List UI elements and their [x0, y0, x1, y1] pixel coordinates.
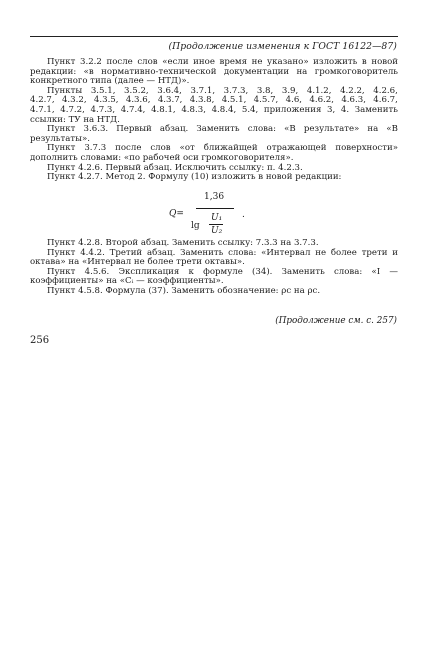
points-token: 4.8.3,	[181, 104, 206, 115]
paragraph-363: Пункт 3.6.3. Первый абзац. Заменить слова: «В результате» на «В результаты».	[30, 124, 398, 144]
paragraph-456: Пункт 4.5.6. Экспликация к формуле (34). Заменить слова: «I — коэффициенты» на «Cᵢ — коэффициенты».	[30, 266, 398, 287]
formula-numerator: 1,36	[204, 192, 225, 202]
points-token: 3.7.3,	[223, 85, 249, 96]
points-token: 4.2.6,	[373, 85, 398, 96]
points-token: 4.7.4,	[120, 104, 146, 115]
paragraph-373: Пункт 3.7.3 после слов «от ближайщей отражающей поверхности» дополнить словами: «по рабочей оси громкоговорителя».	[30, 143, 398, 163]
points-token: 4.5.1,	[221, 95, 247, 106]
points-token: 4.1.2,	[306, 85, 332, 96]
points-token: 4.2.2,	[340, 85, 365, 96]
points-token: 3.9,	[281, 85, 299, 96]
formula-log-label: lg	[191, 221, 200, 231]
points-token: Заменить	[354, 104, 398, 115]
points-token: 4.6.3,	[341, 95, 366, 106]
points-token: 4.8.4,	[211, 104, 237, 115]
formula-main-fraction-bar	[196, 208, 234, 209]
points-token: Пункты	[47, 85, 83, 96]
continued-footer: (Продолжение см. с. 257)	[275, 316, 397, 326]
paragraph-458: Пункт 4.5.8. Формула (37). Заменить обозначение: ρc на ρc.	[47, 285, 321, 296]
paragraph-428: Пункт 4.2.8. Второй абзац. Заменить ссылку: 7.3.3 на 3.7.3.	[47, 238, 319, 248]
points-token: 4.6.2,	[309, 95, 334, 106]
points-token: 3.8,	[256, 85, 274, 96]
points-token: 4.6.7,	[373, 95, 398, 106]
points-line-4: ссылки: ТУ на НТД.	[30, 114, 120, 125]
points-token: 4.3.7,	[157, 95, 183, 106]
points-token: 3.7.1,	[190, 85, 216, 96]
formula-lhs: Q=	[169, 209, 184, 219]
points-token: приложения	[263, 104, 322, 115]
points-token: 4.	[340, 104, 350, 115]
points-token: 4.8.1,	[151, 104, 176, 115]
continued-header: (Продолжение изменения к ГОСТ 16122—87)	[168, 41, 397, 52]
formula-trailing-mark: .	[242, 210, 245, 220]
points-token: 4.7.2,	[60, 104, 85, 115]
amendment-text-upper	[30, 58, 398, 183]
paragraph-426: Пункт 4.2.6. Первый абзац. Исключить ссылку: п. 4.2.3.	[47, 162, 303, 173]
points-token: 3.6.4,	[157, 85, 182, 96]
points-token: 4.7.1,	[30, 104, 55, 115]
header-rule	[30, 36, 398, 37]
points-token: 4.3.6,	[125, 95, 151, 106]
points-token: 3.5.1,	[90, 85, 116, 96]
points-token: 4.3.8,	[189, 95, 215, 106]
points-token: 4.5.7,	[253, 95, 279, 106]
paragraph-427: Пункт 4.2.7. Метод 2. Формулу (10) изложить в новой редакции:	[47, 172, 342, 183]
page-number: 256	[30, 335, 50, 346]
points-token: 3.5.2,	[124, 85, 149, 96]
points-token: 5.4,	[241, 104, 259, 115]
points-token: 4.3.2,	[61, 95, 87, 106]
points-token: 4.6,	[285, 95, 303, 106]
formula-inner-fraction-bar	[209, 224, 223, 225]
points-token: 4.3.5,	[93, 95, 119, 106]
points-token: 4.2.7,	[30, 95, 55, 106]
paragraph-322: Пункт 3.2.2 после слов «если иное время не указано» изложить в новой редакции: «в нормативно-технической документации на громкоговоритель конкретного типа (далее — НТД)».	[30, 57, 398, 87]
points-token: 4.7.3,	[90, 104, 116, 115]
formula-u2: U₂	[211, 226, 223, 236]
formula-u1: U₁	[211, 213, 223, 223]
points-token: 3,	[327, 104, 336, 115]
amendment-text-lower	[30, 239, 398, 297]
formula-q	[169, 188, 279, 238]
paragraph-442: Пункт 4.4.2. Третий абзац. Заменить слова: «Интервал не более трети и октава» на «Интервал не более трети октавы».	[30, 247, 398, 268]
